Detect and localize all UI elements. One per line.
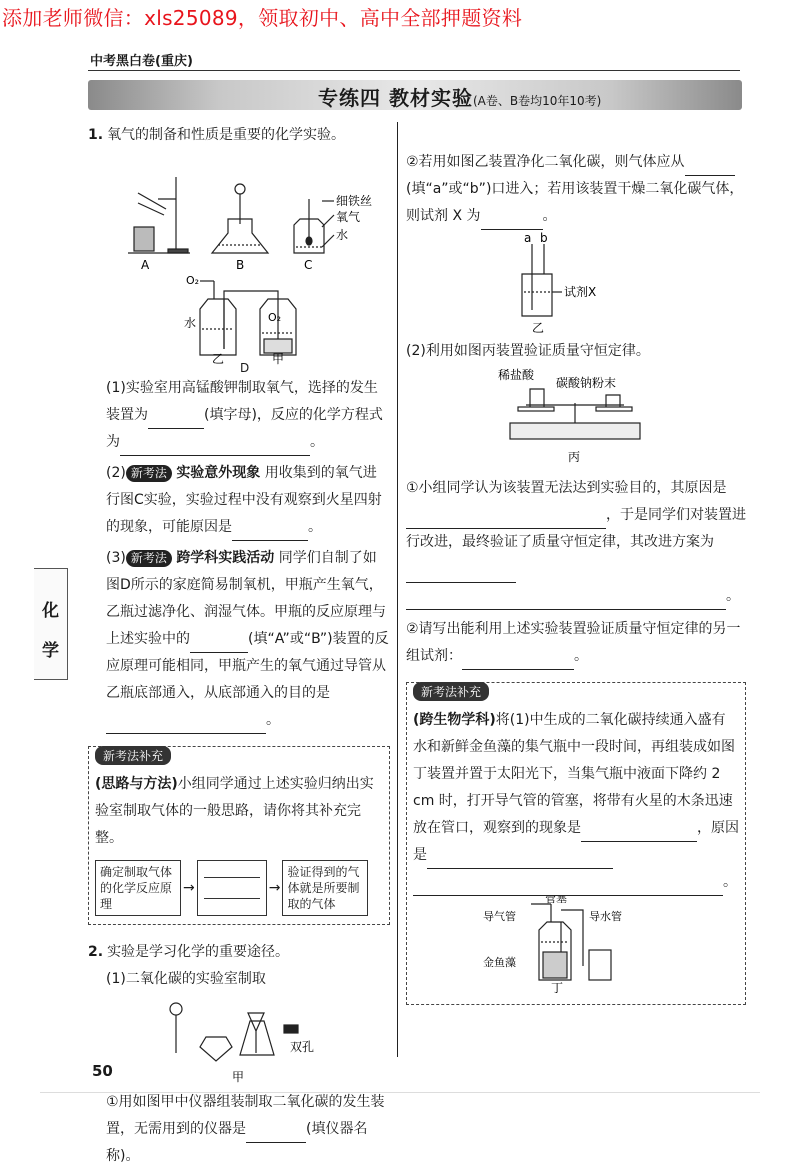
fig-label-bing: 丙 bbox=[568, 450, 581, 464]
section-banner bbox=[88, 80, 742, 110]
fig-label-shuangkong: 双孔 bbox=[290, 1040, 315, 1054]
q1-part2-blank[interactable] bbox=[232, 525, 308, 541]
q2-ding-apparatus bbox=[413, 896, 733, 996]
q2-part2-sub1-blank-2[interactable] bbox=[406, 567, 516, 583]
q2-part2-sub1: ①小组同学认为该装置无法达到实验目的，其原因是，于是同学们对装置进行改进，最终验证了质量守恒定律，其改进方案为。 bbox=[406, 475, 746, 610]
fig-label-a: A bbox=[141, 258, 150, 272]
q2-part2-sub2: ②请写出能利用上述实验装置验证质量守恒定律的另一组试剂： 。 bbox=[406, 616, 746, 670]
series-title: 中考黑白卷(重庆) bbox=[90, 54, 193, 69]
fig-label-oxygen: 氧气 bbox=[336, 210, 361, 224]
fig-label-d: D bbox=[240, 361, 250, 375]
fig-label-wire: 细铁丝 bbox=[336, 194, 373, 208]
q2-sub2-blank-1[interactable] bbox=[685, 160, 735, 176]
q2-sub2-blank-2[interactable] bbox=[481, 214, 543, 230]
fig-label-algae: 金鱼藻 bbox=[483, 956, 516, 969]
q2-jia-instruments bbox=[88, 993, 390, 1089]
supplement-label: 新考法补充 bbox=[413, 682, 489, 701]
section-title: 专练四 教材实验(A卷、B卷均10年10考) bbox=[318, 86, 602, 110]
q2-supplement-box bbox=[406, 682, 746, 1005]
fig-label-plug: 管塞 bbox=[545, 896, 567, 905]
fig-label-d-water: 水 bbox=[184, 316, 197, 330]
q2-figure-jia bbox=[88, 993, 390, 1089]
fig-label-yi: 乙 bbox=[212, 352, 225, 366]
new-method-tag: 新考法 bbox=[126, 465, 172, 482]
q2-figure-yi bbox=[406, 230, 746, 338]
q1-part1-blank-1[interactable] bbox=[148, 413, 204, 429]
fig-label-yi: 乙 bbox=[532, 321, 545, 335]
fig-label-d-o2: O₂ bbox=[268, 311, 282, 324]
q2-sub1: ①用如图甲中仪器组装制取二氧化碳的发生装置，无需用到的仪器是 (填仪器名称)。 bbox=[106, 1094, 385, 1164]
flow-step-1: 确定制取气体的化学反应原理 bbox=[95, 860, 181, 916]
fig-label-reagent-x: 试剂X bbox=[564, 285, 597, 299]
left-column bbox=[88, 122, 390, 1170]
q2-sub2: ②若用如图乙装置净化二氧化碳，则气体应从(填“a”或“b”)口进入；若用该装置干燥二氧化碳气体，则试剂 X 为 。 bbox=[406, 149, 746, 230]
fig-label-powder: 碳酸钠粉末 bbox=[556, 376, 617, 390]
q1-apparatus-diagram bbox=[88, 149, 390, 367]
fig-label-jia: 甲 bbox=[232, 1070, 245, 1084]
q1-supplement-text: (思路与方法)小组同学通过上述实验归纳出实验室制取气体的一般思路，请你将其补充完整。 bbox=[95, 776, 374, 846]
q1-part1: (1)实验室用高锰酸钾制取氧气，选择的发生装置为 (填字母)，反应的化学方程式为 。 bbox=[88, 375, 390, 456]
column-divider bbox=[397, 122, 398, 1057]
q1-part2: (2) 新考法 实验意外现象 用收集到的氧气进行图C实验，实验过程中没有观察到火星四射的现象，可能原因是 。 bbox=[88, 460, 390, 541]
fig-label-b: b bbox=[540, 231, 548, 245]
fig-label-acid: 稀盐酸 bbox=[498, 368, 535, 382]
q1-figure bbox=[88, 149, 390, 375]
q1-part3-blank-2[interactable] bbox=[106, 718, 266, 734]
arrow-right-icon: → bbox=[268, 880, 281, 896]
side-tab-char-1: 化 bbox=[42, 601, 59, 621]
subject-side-tab bbox=[34, 568, 68, 680]
q2-part2-sub1-blank-3[interactable] bbox=[406, 594, 726, 610]
q1-supplement-box bbox=[88, 746, 390, 925]
q2-stem: 2. 实验是学习化学的重要途径。 bbox=[88, 944, 290, 960]
q1-flowchart bbox=[95, 860, 383, 916]
q2-supplement-blank-2[interactable] bbox=[637, 826, 697, 842]
fig-label-jia: 甲 bbox=[272, 352, 285, 366]
q2-part2: (2)利用如图丙装置验证质量守恒定律。 bbox=[406, 343, 650, 359]
q2-part1-title: (1)二氧化碳的实验室制取 bbox=[106, 971, 266, 987]
q2-supplement-text: (跨生物学科)将(1)中生成的二氧化碳持续通入盛有水和新鲜金鱼藻的集气瓶中一段时间，再组装成如图丁装置并置于太阳光下，当集气瓶中液面下降约 2 cm 时，打开导气管的管塞，将带有火星的木条迅速放在管口，观察到的现象是 ，原因是。 bbox=[413, 707, 739, 896]
supplement-label: 新考法补充 bbox=[95, 746, 171, 765]
q1-part3: (3) 新考法 跨学科实践活动 同学们自制了如图D所示的家庭简易制氧机，甲瓶产生氧气，乙瓶过滤净化、润湿气体。甲瓶的反应原理与上述实验中的 (填“A”或“B”)装置的反应原理可能相同，甲瓶产生的氧气通过导管从乙瓶底部通入，从底部通入的目的是。 bbox=[88, 545, 390, 734]
watermark-text: 添加老师微信：xls25089，领取初中、高中全部押题资料 bbox=[2, 6, 523, 30]
header-rule bbox=[88, 70, 740, 71]
fig-label-a: a bbox=[524, 231, 532, 245]
fig-label-gas-tube: 导气管 bbox=[483, 910, 516, 923]
page-bottom-rule bbox=[40, 1092, 760, 1093]
flow-step-3: 验证得到的气体就是所要制取的气体 bbox=[282, 860, 368, 916]
q2-part2-sub1-blank-1[interactable] bbox=[406, 513, 606, 529]
right-column bbox=[406, 122, 746, 1005]
arrow-right-icon: → bbox=[183, 880, 195, 896]
fig-label-water-tube: 导水管 bbox=[589, 910, 622, 923]
q2-supplement-blank-1[interactable] bbox=[581, 826, 637, 842]
q1-part3-blank-1[interactable] bbox=[190, 637, 248, 653]
flow-step-blank[interactable] bbox=[197, 860, 267, 916]
side-tab-char-2: 学 bbox=[42, 641, 59, 661]
q2-supplement-blank-4[interactable] bbox=[413, 880, 723, 896]
section-subtitle: (A卷、B卷均10年10考) bbox=[472, 94, 602, 108]
fig-label-c: C bbox=[304, 258, 313, 272]
fig-label-b: B bbox=[236, 258, 245, 272]
q2-supplement-blank-3[interactable] bbox=[427, 853, 613, 869]
fig-label-water: 水 bbox=[336, 228, 349, 242]
q2-sub1-blank[interactable] bbox=[246, 1127, 306, 1143]
fig-label-o2-outlet: O₂ bbox=[186, 274, 200, 287]
q1-stem: 1. 氧气的制备和性质是重要的化学实验。 bbox=[88, 127, 346, 143]
page-number: 50 bbox=[92, 1062, 113, 1080]
q2-figure-ding bbox=[413, 896, 739, 996]
q2-figure-bing bbox=[406, 365, 746, 469]
q1-part1-blank-2[interactable] bbox=[120, 440, 310, 456]
fig-label-ding: 丁 bbox=[551, 981, 564, 995]
q2-yi-bottle bbox=[406, 230, 746, 338]
q2-part2-sub2-blank[interactable] bbox=[462, 654, 574, 670]
q2-bing-balance bbox=[406, 365, 746, 469]
new-method-tag: 新考法 bbox=[126, 550, 172, 567]
